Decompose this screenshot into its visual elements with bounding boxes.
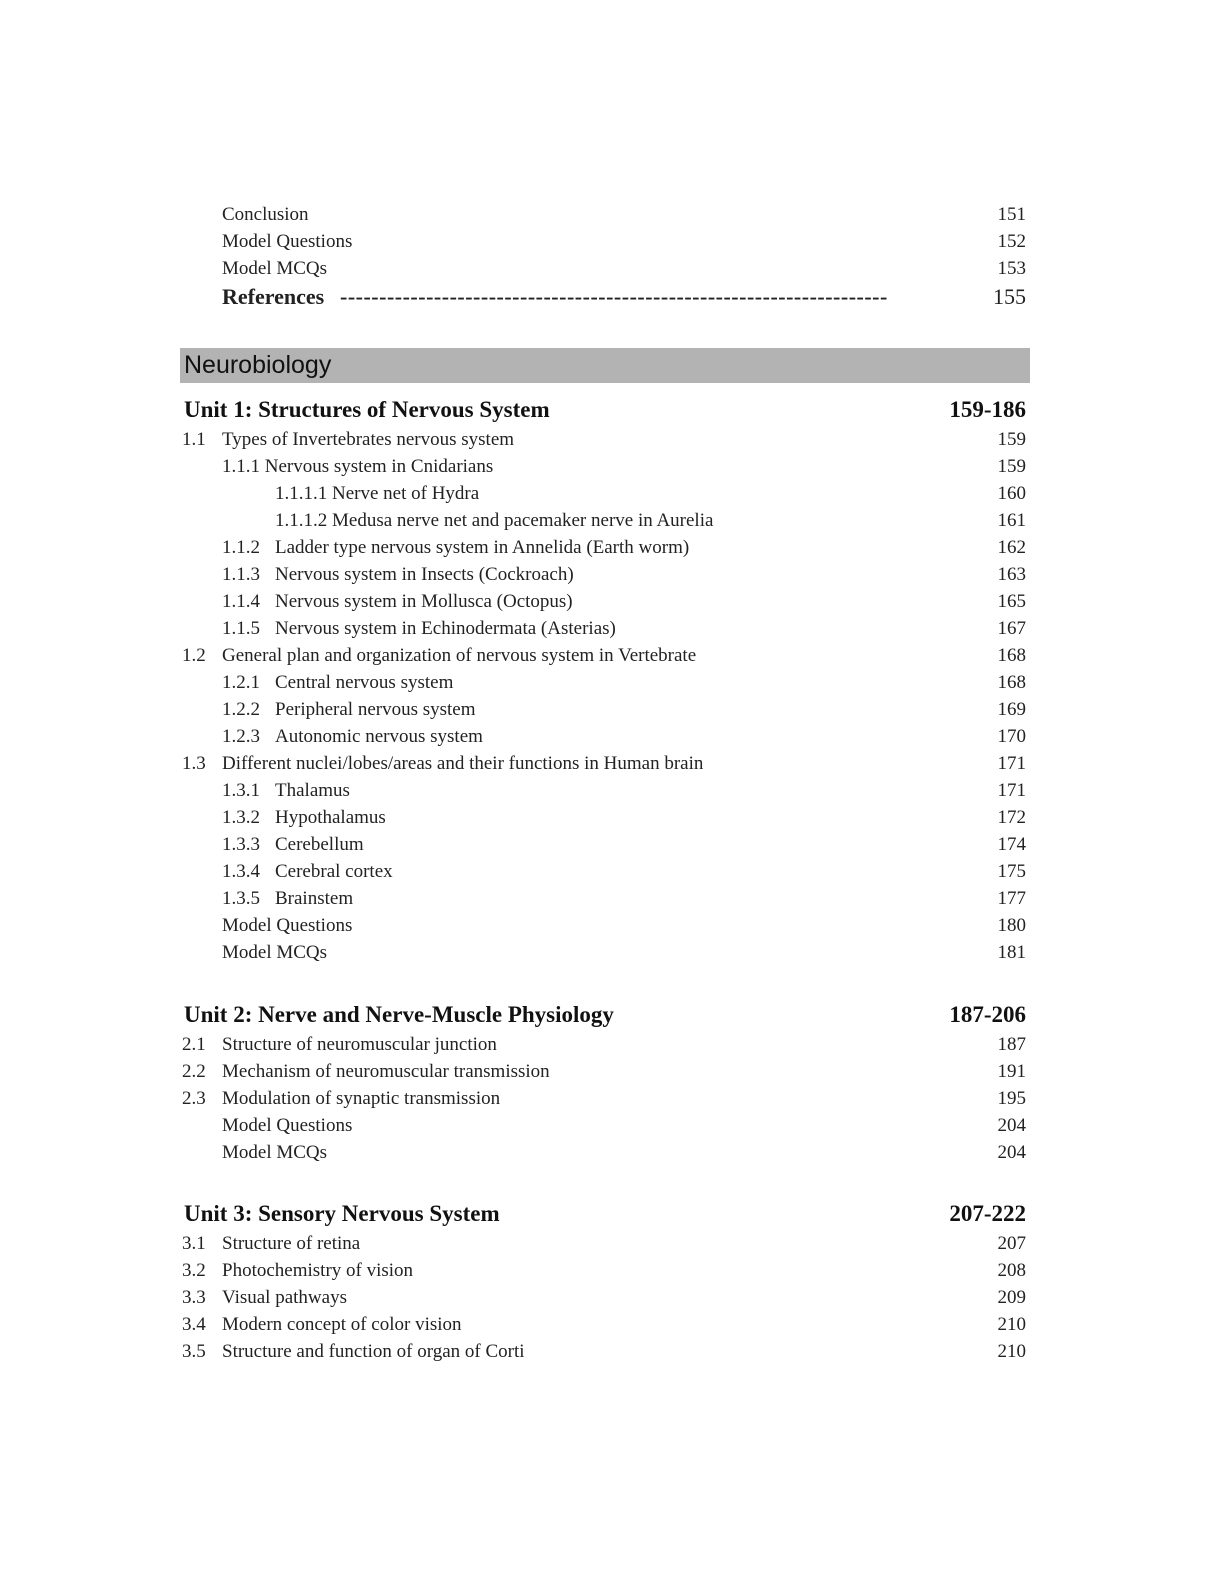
toc-entry-title: Model MCQs [222,942,328,963]
toc-entry-page: 175 [997,861,1026,882]
toc-entry-title: Structure and function of organ of Corti [222,1341,525,1362]
toc-entry [182,1338,1028,1365]
toc-entry-page: 169 [997,699,1026,720]
toc-entry-title: Structure of retina [222,1233,361,1254]
toc-entry-page: 152 [997,231,1026,252]
toc-entry-title: Hypothalamus [275,807,386,828]
toc-entry-page: 195 [997,1088,1026,1109]
unit-heading [182,999,1028,1031]
toc-entry-title: Cerebral cortex [275,861,393,882]
toc-entry [182,453,1028,480]
toc-entry [182,588,1028,615]
toc-entry [182,1031,1028,1058]
toc-entry [182,750,1028,777]
toc-entry-number: 1.2.2 [222,699,260,720]
toc-previous-unit-tail [182,201,1028,312]
toc-entry-title: Photochemistry of vision [222,1260,414,1281]
toc-entry [182,939,1028,966]
references-page: 155 [993,284,1026,309]
toc-entry [182,426,1028,453]
toc-entry [182,696,1028,723]
toc-entry-page: 153 [997,258,1026,279]
toc-entry-title: Model Questions [222,915,353,936]
toc-entry-page: 168 [997,645,1026,666]
toc-entry-title: Types of Invertebrates nervous system [222,429,515,450]
section-header-band [180,348,1030,383]
toc-entry-page: 168 [997,672,1026,693]
toc-entry [182,885,1028,912]
toc-entry-title: Cerebellum [275,834,364,855]
toc-entry-title: Conclusion [222,204,309,225]
toc-references-entry [182,282,1028,312]
toc-entry [182,615,1028,642]
toc-entry-page: 180 [997,915,1026,936]
toc-entry [182,480,1028,507]
toc-entry-number: 3.2 [182,1260,206,1281]
toc-entry [182,831,1028,858]
toc-entry [182,1112,1028,1139]
toc-entry-number: 3.3 [182,1287,206,1308]
toc-entry [182,255,1028,282]
toc-entry-page: 162 [997,537,1026,558]
toc-entry-number: 1.3 [182,753,206,774]
toc-entry-number: 1.1.4 [222,591,260,612]
toc-entry-page: 159 [997,429,1026,450]
unit-title: Unit 2: Nerve and Nerve-Muscle Physiology [184,1002,614,1027]
unit-page-range: 159-186 [949,397,1026,422]
toc-entry-number: 1.1.5 [222,618,260,639]
unit-2-block [182,999,1028,1166]
toc-entry-title: Ladder type nervous system in Annelida (Earth worm) [275,537,690,558]
toc-entry-page: 181 [997,942,1026,963]
unit-3-block [182,1198,1028,1365]
toc-entry [182,858,1028,885]
unit-title: Unit 1: Structures of Nervous System [184,397,550,422]
toc-entry-title: Visual pathways [222,1287,347,1308]
toc-entry-number: 1.3.3 [222,834,260,855]
toc-entry-page: 191 [997,1061,1026,1082]
toc-entry-number: 1.3.1 [222,780,260,801]
toc-entry-page: 171 [997,780,1026,801]
toc-entry-number: 1.2.1 [222,672,260,693]
toc-entry-number: 1.1.2 [222,537,260,558]
toc-entry-title: Model MCQs [222,258,328,279]
toc-entry [182,777,1028,804]
toc-entry-page: 171 [997,753,1026,774]
toc-entry-page: 174 [997,834,1026,855]
toc-entry-number: 1.3.5 [222,888,260,909]
toc-entry [182,201,1028,228]
toc-entry-title: Brainstem [275,888,354,909]
toc-entry [182,561,1028,588]
references-title: References [222,284,325,309]
toc-entry-title: 1.1.1.1 Nerve net of Hydra [275,483,480,504]
toc-entry [182,507,1028,534]
toc-entry-page: 167 [997,618,1026,639]
toc-entry [182,1058,1028,1085]
toc-entry-page: 161 [997,510,1026,531]
toc-entry-title: Nervous system in Insects (Cockroach) [275,564,574,585]
unit-heading [182,1198,1028,1230]
toc-entry-title: Modulation of synaptic transmission [222,1088,501,1109]
unit-title: Unit 3: Sensory Nervous System [184,1201,500,1226]
toc-entry-number: 2.3 [182,1088,206,1109]
toc-entry-title: 1.1.1 Nervous system in Cnidarians [222,456,494,477]
toc-entry-title: Peripheral nervous system [275,699,476,720]
toc-entry-title: Model MCQs [222,1142,328,1163]
toc-entry-title: Different nuclei/lobes/areas and their functions in Human brain [222,753,704,774]
unit-page-range: 207-222 [949,1201,1026,1226]
toc-entry-number: 1.3.2 [222,807,260,828]
toc-entry-title: Structure of neuromuscular junction [222,1034,497,1055]
toc-entry-page: 177 [997,888,1026,909]
toc-entry-title: Nervous system in Mollusca (Octopus) [275,591,573,612]
toc-entry-title: Mechanism of neuromuscular transmission [222,1061,550,1082]
toc-entry-number: 1.1 [182,429,206,450]
toc-entry [182,1085,1028,1112]
toc-entry-number: 2.1 [182,1034,206,1055]
toc-entry-page: 210 [997,1341,1026,1362]
toc-entry-page: 151 [997,204,1026,225]
toc-entry-page: 172 [997,807,1026,828]
toc-entry-page: 159 [997,456,1026,477]
toc-entry-title: Autonomic nervous system [275,726,483,747]
toc-entry-title: 1.1.1.2 Medusa nerve net and pacemaker nerve in Aurelia [275,510,714,531]
toc-entry [182,1284,1028,1311]
toc-entry [182,1311,1028,1338]
toc-entry-title: Central nervous system [275,672,454,693]
toc-entry-number: 1.2 [182,645,206,666]
toc-entry [182,642,1028,669]
toc-entry-page: 170 [997,726,1026,747]
toc-entry-page: 165 [997,591,1026,612]
toc-entry-number: 1.3.4 [222,861,260,882]
toc-entry [182,723,1028,750]
toc-entry-title: Model Questions [222,231,353,252]
toc-entry-page: 160 [997,483,1026,504]
section-title: Neurobiology [184,351,332,379]
toc-entry-page: 204 [997,1115,1026,1136]
toc-entry-number: 1.2.3 [222,726,260,747]
toc-entry-title: Modern concept of color vision [222,1314,462,1335]
toc-entry-page: 208 [997,1260,1026,1281]
toc-entry-number: 2.2 [182,1061,206,1082]
toc-entry-number: 3.1 [182,1233,206,1254]
toc-entry-page: 204 [997,1142,1026,1163]
toc-entry-title: Thalamus [275,780,350,801]
toc-entry-page: 210 [997,1314,1026,1335]
toc-entry [182,804,1028,831]
toc-entry [182,534,1028,561]
toc-entry [182,1257,1028,1284]
toc-entry-number: 3.4 [182,1314,206,1335]
toc-entry [182,669,1028,696]
toc-entry [182,228,1028,255]
toc-entry [182,1139,1028,1166]
toc-entry [182,1230,1028,1257]
toc-entry-page: 207 [997,1233,1026,1254]
unit-1-block [182,394,1028,966]
unit-heading [182,394,1028,426]
toc-entry-number: 1.1.3 [222,564,260,585]
toc-entry-page: 209 [997,1287,1026,1308]
toc-entry-title: Model Questions [222,1115,353,1136]
unit-page-range: 187-206 [949,1002,1026,1027]
toc-entry-page: 187 [997,1034,1026,1055]
toc-entry-title: General plan and organization of nervous system in Vertebrate [222,645,697,666]
references-leader: ---------------------------------------------------------------------- [340,284,888,309]
toc-entry-title: Nervous system in Echinodermata (Asterias) [275,618,616,639]
toc-entry [182,912,1028,939]
toc-entry-page: 163 [997,564,1026,585]
toc-entry-number: 3.5 [182,1341,206,1362]
